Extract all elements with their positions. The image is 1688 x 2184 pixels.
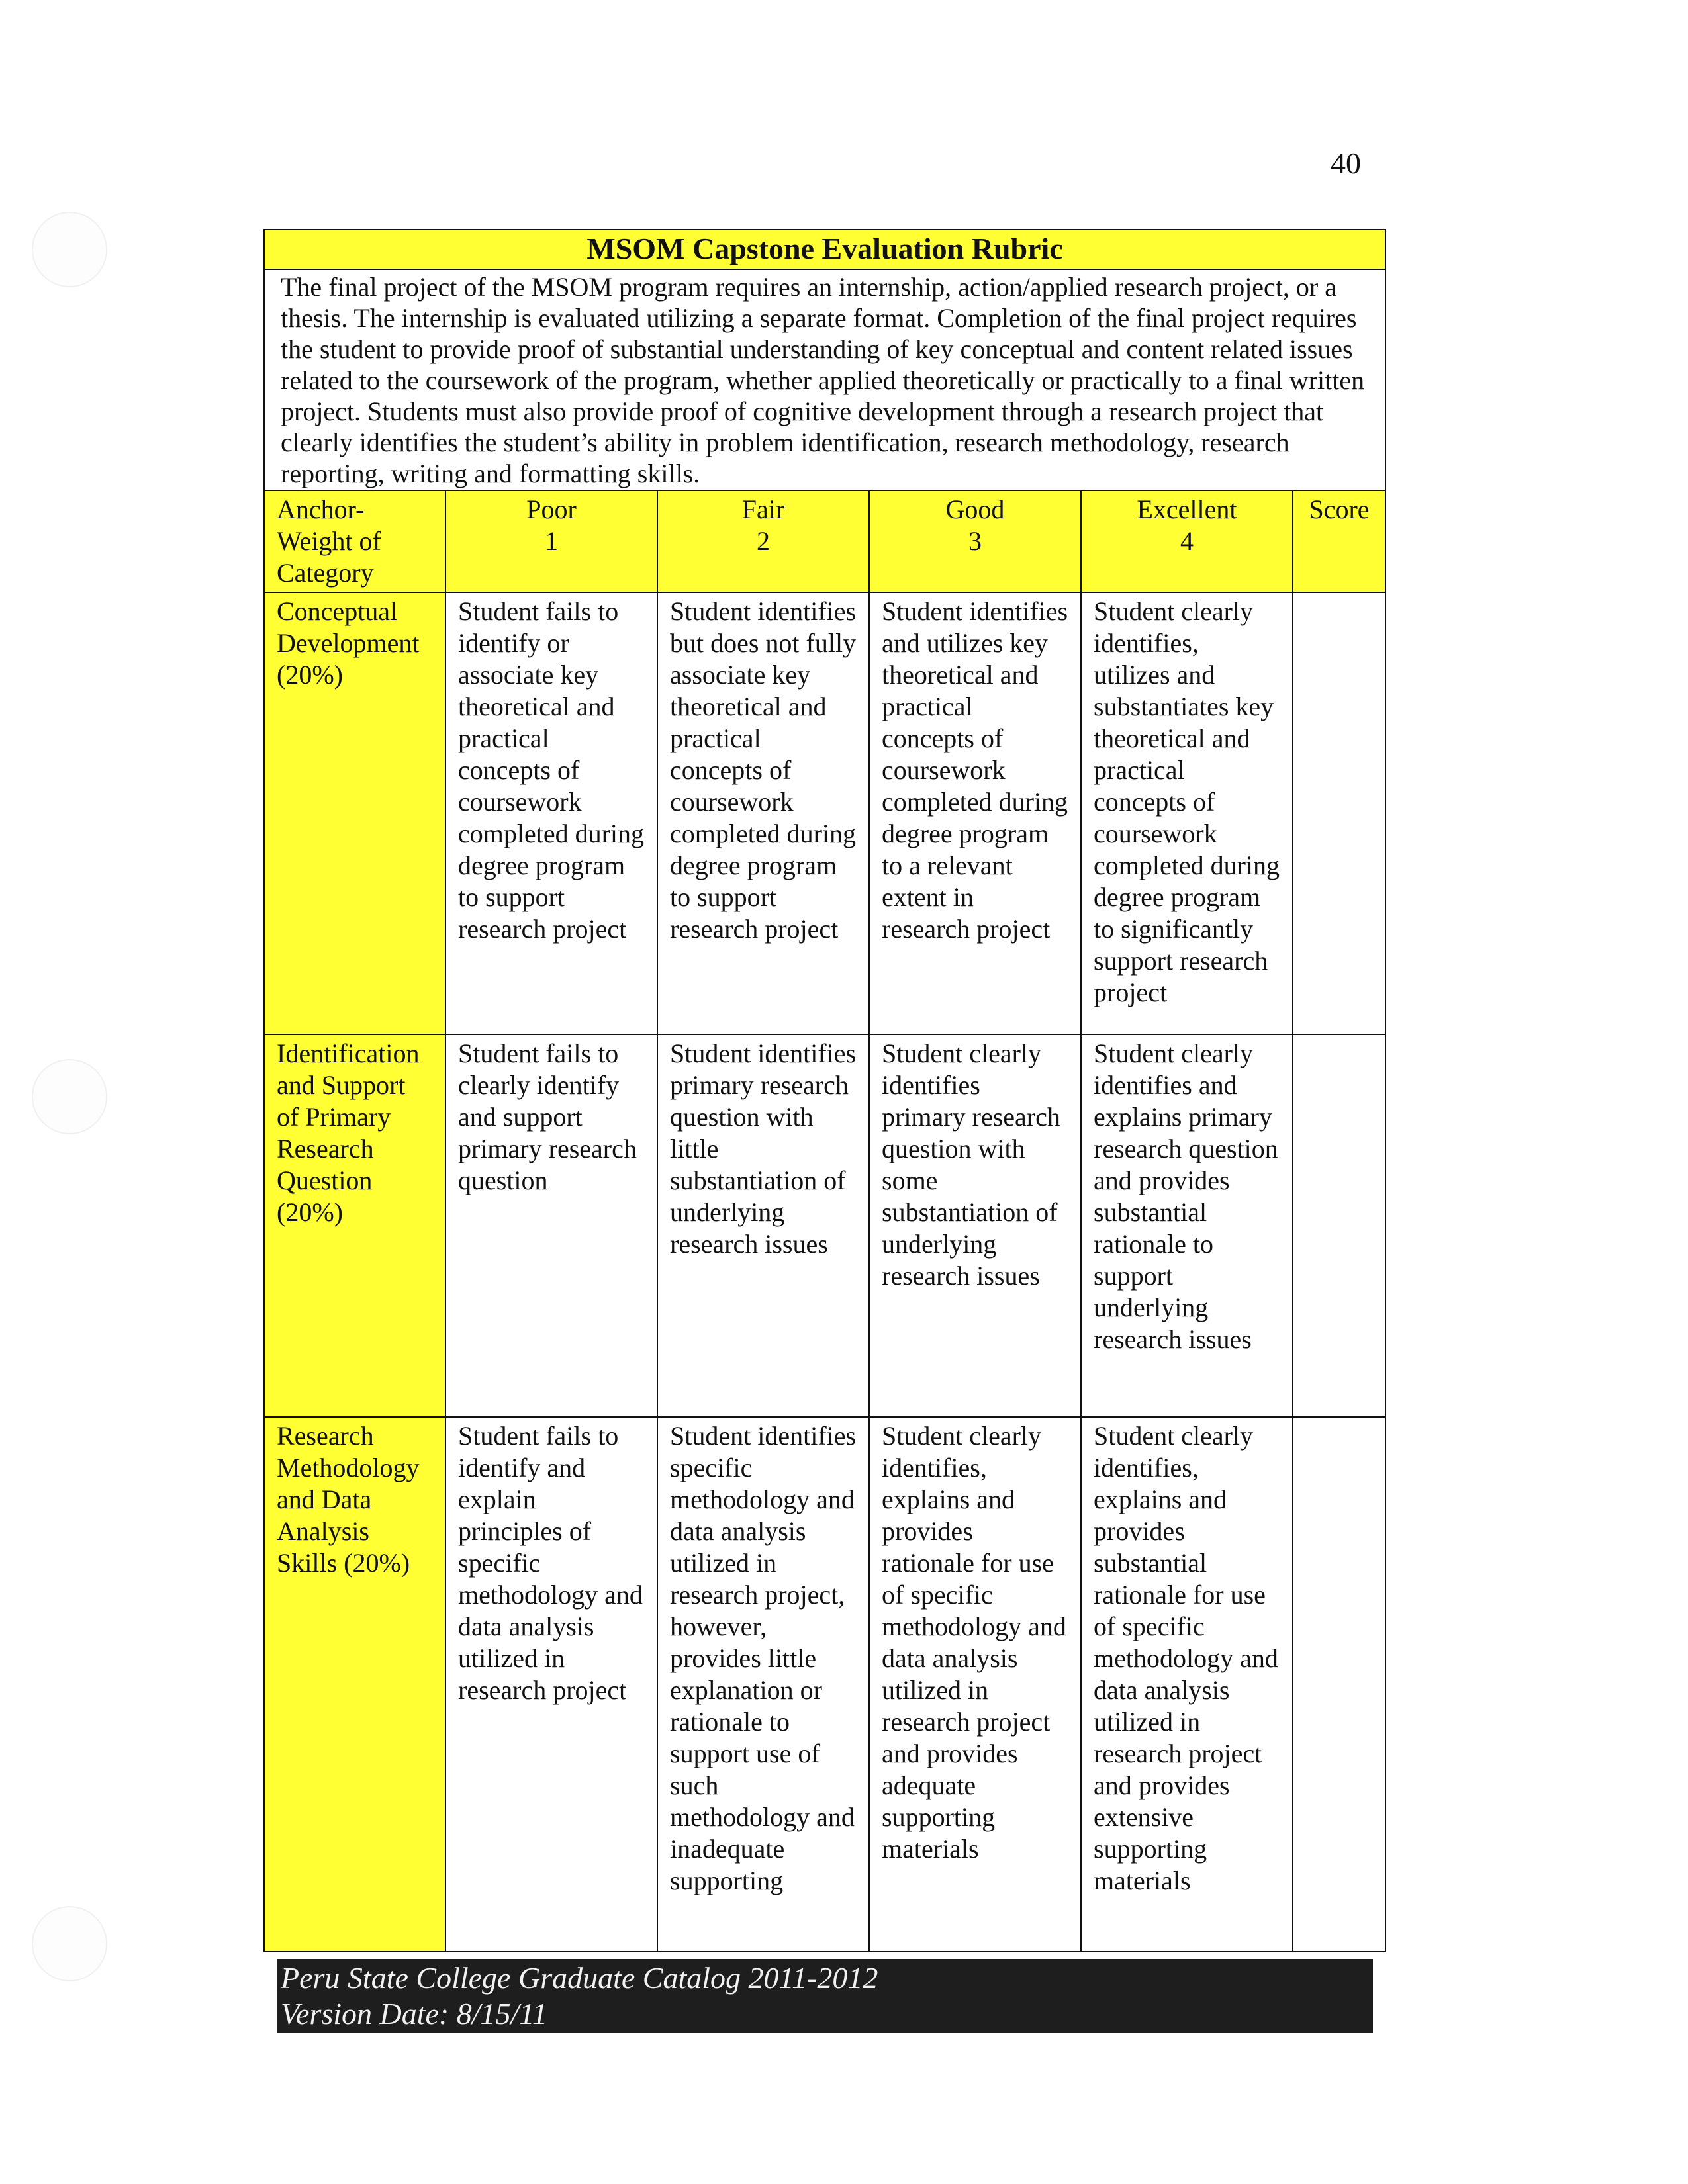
header-fair-score: 2 bbox=[757, 526, 770, 556]
catalog-footer bbox=[277, 1959, 1373, 2033]
header-good bbox=[869, 490, 1081, 592]
title-row bbox=[264, 230, 1385, 269]
punch-hole-top bbox=[32, 212, 107, 287]
row-1-excellent: Student clearly identifies, utilizes and substantiates key theoretical and practical concepts of coursework completed during degree program to significantly support research project bbox=[1081, 592, 1293, 1034]
row-2-category: Identification and Support of Primary Research Question (20%) bbox=[264, 1034, 445, 1417]
rubric-intro: The final project of the MSOM program requires an internship, action/applied research project, or a thesis. The internship is evaluated utilizing a separate format. Completion of the final project requires the student to provide proof of substantial understanding of key conceptual and content related issues related to the coursework of the program, whether applied theoretically or practically to a final written project. Students must also provide proof of cognitive development through a research project that clearly identifies the student’s ability in problem identification, research methodology, research reporting, writing and formatting skills. bbox=[264, 269, 1385, 490]
rubric-row-identification bbox=[264, 1034, 1385, 1417]
header-poor bbox=[445, 490, 657, 592]
header-fair-label: Fair bbox=[741, 494, 785, 524]
intro-row bbox=[264, 269, 1385, 490]
row-3-score bbox=[1293, 1417, 1385, 1952]
punch-hole-middle bbox=[32, 1059, 107, 1134]
header-excellent-label: Excellent bbox=[1137, 494, 1237, 524]
header-excellent-score: 4 bbox=[1180, 526, 1194, 556]
header-score: Score bbox=[1293, 490, 1385, 592]
header-poor-score: 1 bbox=[545, 526, 558, 556]
row-3-good: Student clearly identifies, explains and provides rationale for use of specific methodology and data analysis utilized in research project and provides adequate supporting materials bbox=[869, 1417, 1081, 1952]
row-1-poor: Student fails to identify or associate key theoretical and practical concepts of coursework completed during degree program to support research project bbox=[445, 592, 657, 1034]
header-good-label: Good bbox=[945, 494, 1005, 524]
row-1-score bbox=[1293, 592, 1385, 1034]
header-fair bbox=[657, 490, 869, 592]
rubric-table bbox=[263, 229, 1386, 1952]
row-1-good: Student identifies and utilizes key theoretical and practical concepts of coursework completed during degree program to a relevant extent in research project bbox=[869, 592, 1081, 1034]
footer-version-date: Version Date: 8/15/11 bbox=[281, 1997, 547, 2030]
row-3-fair: Student identifies specific methodology and data analysis utilized in research project, however, provides little explanation or rationale to support use of such methodology and inadequate supporting bbox=[657, 1417, 869, 1952]
row-2-poor: Student fails to clearly identify and support primary research question bbox=[445, 1034, 657, 1417]
footer-catalog-title: Peru State College Graduate Catalog 2011-2012 bbox=[281, 1961, 878, 1995]
row-3-category: Research Methodology and Data Analysis Skills (20%) bbox=[264, 1417, 445, 1952]
page-number: 40 bbox=[1331, 146, 1361, 180]
row-3-excellent: Student clearly identifies, explains and provides substantial rationale for use of specific methodology and data analysis utilized in research project and provides extensive supporting materials bbox=[1081, 1417, 1293, 1952]
header-poor-label: Poor bbox=[526, 494, 577, 524]
row-2-good: Student clearly identifies primary research question with some substantiation of underlying research issues bbox=[869, 1034, 1081, 1417]
header-excellent bbox=[1081, 490, 1293, 592]
row-1-category: Conceptual Development (20%) bbox=[264, 592, 445, 1034]
row-2-fair: Student identifies primary research question with little substantiation of underlying research issues bbox=[657, 1034, 869, 1417]
rubric-title: MSOM Capstone Evaluation Rubric bbox=[264, 230, 1385, 269]
punch-hole-bottom bbox=[32, 1906, 107, 1981]
header-good-score: 3 bbox=[968, 526, 982, 556]
rubric-row-conceptual bbox=[264, 592, 1385, 1034]
header-anchor: Anchor-Weight of Category bbox=[264, 490, 445, 592]
row-2-score bbox=[1293, 1034, 1385, 1417]
header-row bbox=[264, 490, 1385, 592]
row-1-fair: Student identifies but does not fully associate key theoretical and practical concepts of coursework completed during degree program to support research project bbox=[657, 592, 869, 1034]
rubric-row-methodology bbox=[264, 1417, 1385, 1952]
row-2-excellent: Student clearly identifies and explains primary research question and provides substantial rationale to support underlying research issues bbox=[1081, 1034, 1293, 1417]
row-3-poor: Student fails to identify and explain principles of specific methodology and data analysis utilized in research project bbox=[445, 1417, 657, 1952]
